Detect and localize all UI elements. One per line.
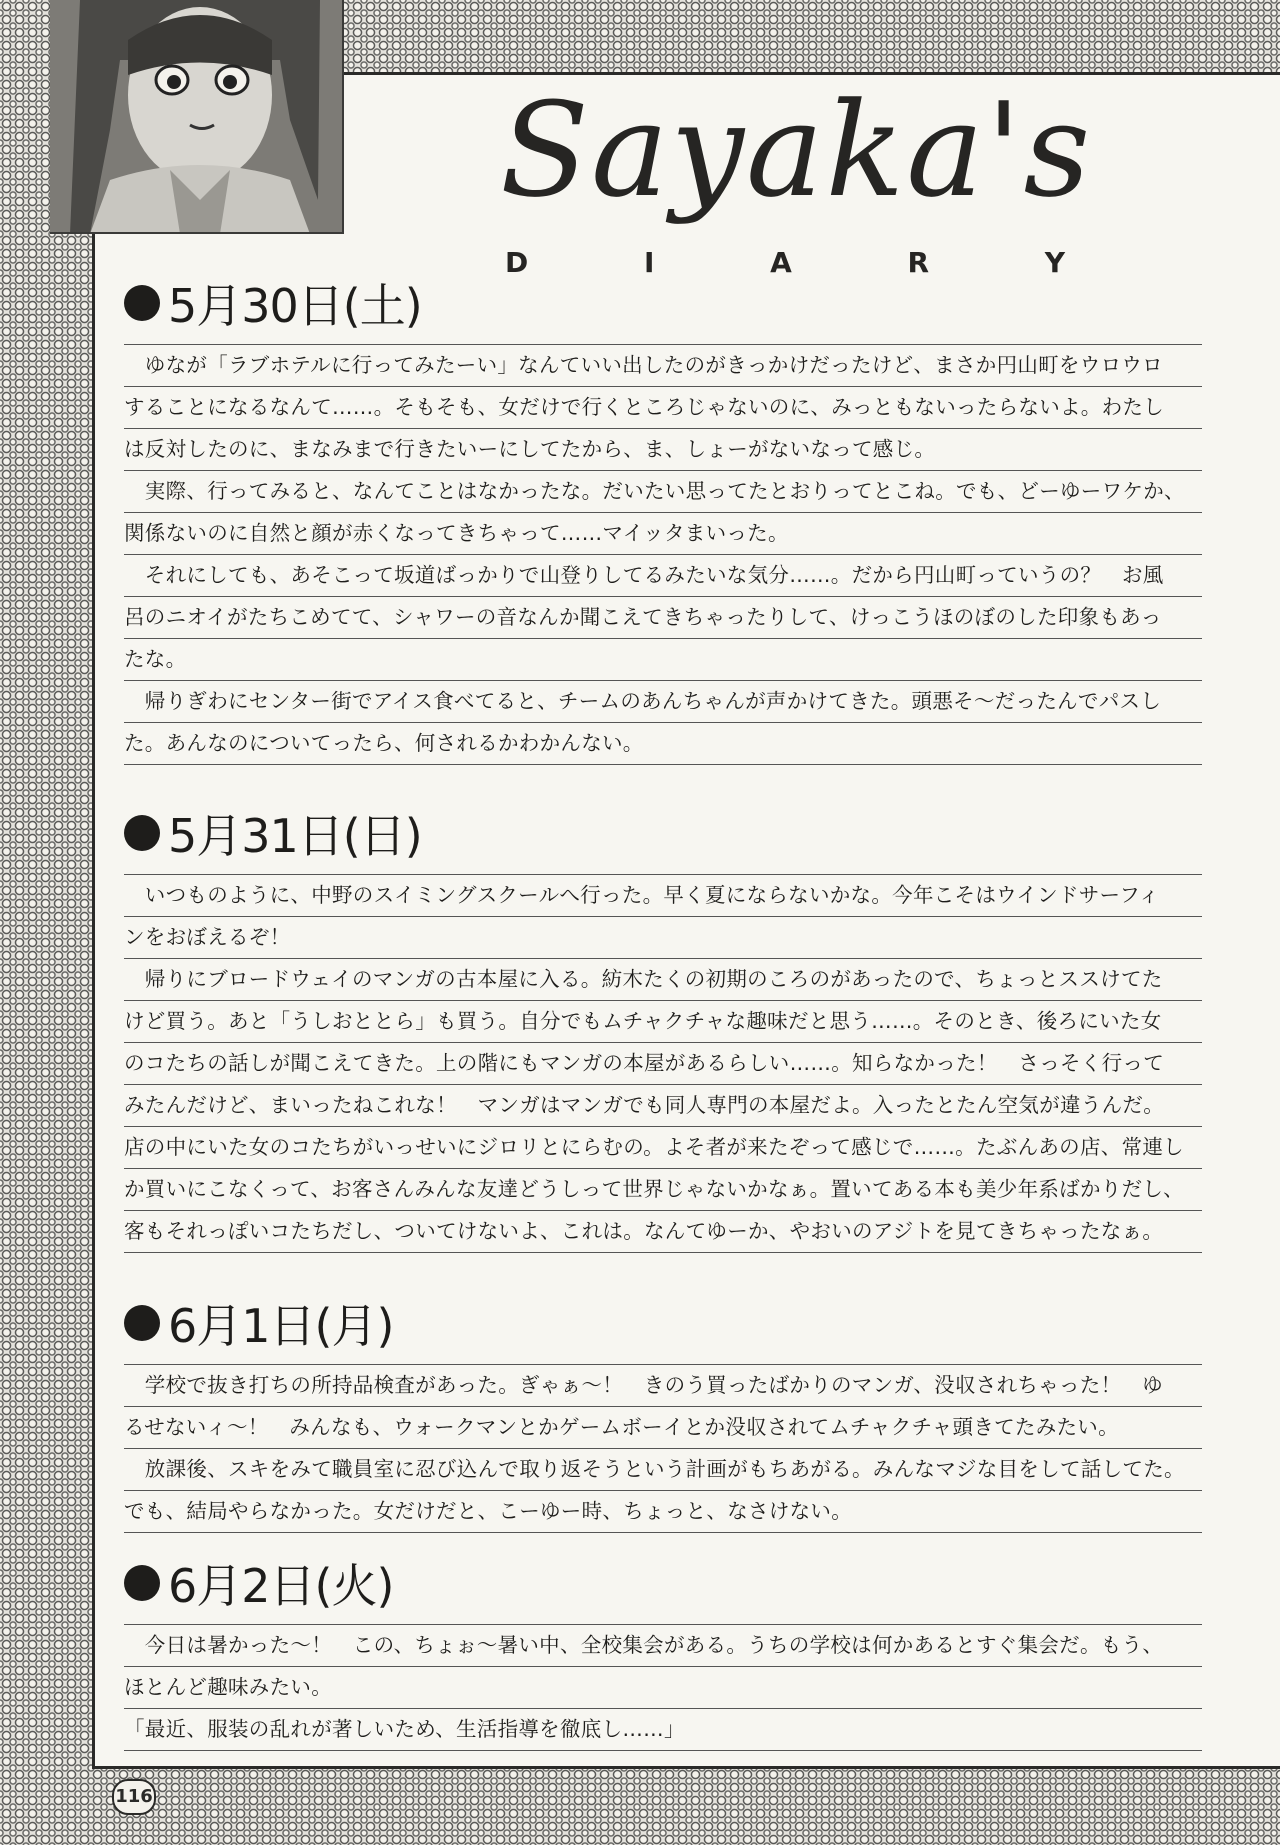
subtitle-letter: I — [643, 246, 655, 279]
diary-entry — [124, 1282, 1202, 1533]
bullet-icon — [124, 285, 160, 321]
text-line: みたんだけど、まいったねこれな！ マンガはマンガでも同人専門の本屋だよ。入ったとたん空気が違うんだ。 — [124, 1085, 1202, 1127]
text-line: 帰りぎわにセンター街でアイス食べてると、チームのあんちゃんが声かけてきた。頭悪そ～だったんでパスし — [124, 681, 1202, 723]
entry-date: 5月31日(日) — [168, 809, 422, 863]
entry-text — [124, 874, 1202, 1253]
text-line: 関係ないのに自然と顔が赤くなってきちゃって……マイッタまいった。 — [124, 513, 1202, 555]
text-line: 「最近、服装の乱れが著しいため、生活指導を徹底し……」 — [124, 1709, 1202, 1751]
entry-heading — [124, 1282, 1202, 1364]
entry-heading — [124, 792, 1202, 874]
diary-title: Sayaka's — [500, 74, 1093, 226]
text-line: ほとんど趣味みたい。 — [124, 1667, 1202, 1709]
diary-entry — [124, 792, 1202, 1253]
entry-text — [124, 344, 1202, 765]
text-line: たな。 — [124, 639, 1202, 681]
text-line: いつものように、中野のスイミングスクールへ行った。早く夏にならないかな。今年こそはウインドサーフィ — [124, 875, 1202, 917]
subtitle-letter: D — [505, 246, 529, 279]
text-line: でも、結局やらなかった。女だけだと、こーゆー時、ちょっと、なさけない。 — [124, 1491, 1202, 1533]
entry-text — [124, 1624, 1202, 1751]
bullet-icon — [124, 1305, 160, 1341]
entry-heading — [124, 262, 1202, 344]
subtitle-letter: R — [907, 246, 930, 279]
text-line: 学校で抜き打ちの所持品検査があった。ぎゃぁ～！ きのう買ったばかりのマンガ、没収されちゃった！ ゆ — [124, 1365, 1202, 1407]
text-line: 今日は暑かった～！ この、ちょぉ～暑い中、全校集会がある。うちの学校は何かあるとすぐ集会だ。もう、 — [124, 1625, 1202, 1667]
bullet-icon — [124, 1565, 160, 1601]
diary-entry — [124, 1542, 1202, 1751]
text-line: 放課後、スキをみて職員室に忍び込んで取り返そうという計画がもちあがる。みんなマジな目をして話してた。 — [124, 1449, 1202, 1491]
text-line: それにしても、あそこって坂道ばっかりで山登りしてるみたいな気分……。だから円山町っていうの？ お風 — [124, 555, 1202, 597]
page-number: 116 — [112, 1779, 156, 1815]
text-line: た。あんなのについてったら、何されるかわかんない。 — [124, 723, 1202, 765]
text-line: ンをおぼえるぞ！ — [124, 917, 1202, 959]
text-line: 呂のニオイがたちこめてて、シャワーの音なんか聞こえてきちゃったりして、けっこうほのぼのした印象もあっ — [124, 597, 1202, 639]
entry-date: 5月30日(土) — [168, 279, 422, 333]
text-line: 帰りにブロードウェイのマンガの古本屋に入る。紡木たくの初期のころのがあったので、ちょっとススけてた — [124, 959, 1202, 1001]
portrait-illustration — [50, 0, 344, 234]
text-line: けど買う。あと「うしおととら」も買う。自分でもムチャクチャな趣味だと思う……。そのとき、後ろにいた女 — [124, 1001, 1202, 1043]
entry-text — [124, 1364, 1202, 1533]
text-line: 店の中にいた女のコたちがいっせいにジロリとにらむの。よそ者が来たぞって感じで……。たぶんあの店、常連し — [124, 1127, 1202, 1169]
entry-heading — [124, 1542, 1202, 1624]
text-line: るせないィ～！ みんなも、ウォークマンとかゲームボーイとか没収されてムチャクチャ頭きてたみたい。 — [124, 1407, 1202, 1449]
text-line: は反対したのに、まなみまで行きたいーにしてたから、ま、しょーがないなって感じ。 — [124, 429, 1202, 471]
text-line: か買いにこなくって、お客さんみんな友達どうしって世界じゃないかなぁ。置いてある本も美少年系ばかりだし、 — [124, 1169, 1202, 1211]
entry-date: 6月2日(火) — [168, 1559, 394, 1613]
text-line: 実際、行ってみると、なんてことはなかったな。だいたい思ってたとおりってとこね。でも、どーゆーワケか、 — [124, 471, 1202, 513]
subtitle-letter: Y — [1044, 246, 1065, 279]
text-line: 客もそれっぽいコたちだし、ついてけないよ、これは。なんてゆーか、やおいのアジトを見てきちゃったなぁ。 — [124, 1211, 1202, 1253]
entry-date: 6月1日(月) — [168, 1299, 394, 1353]
text-line: のコたちの話しが聞こえてきた。上の階にもマンガの本屋があるらしい……。知らなかった！ さっそく行って — [124, 1043, 1202, 1085]
subtitle-letter: A — [770, 246, 792, 279]
diary-entry — [124, 262, 1202, 765]
text-line: することになるなんて……。そもそも、女だけで行くところじゃないのに、みっともないったらないよ。わたし — [124, 387, 1202, 429]
text-line: ゆなが「ラブホテルに行ってみたーい」なんていい出したのがきっかけだったけど、まさか円山町をウロウロ — [124, 345, 1202, 387]
girl-portrait-icon — [50, 0, 344, 234]
bullet-icon — [124, 815, 160, 851]
